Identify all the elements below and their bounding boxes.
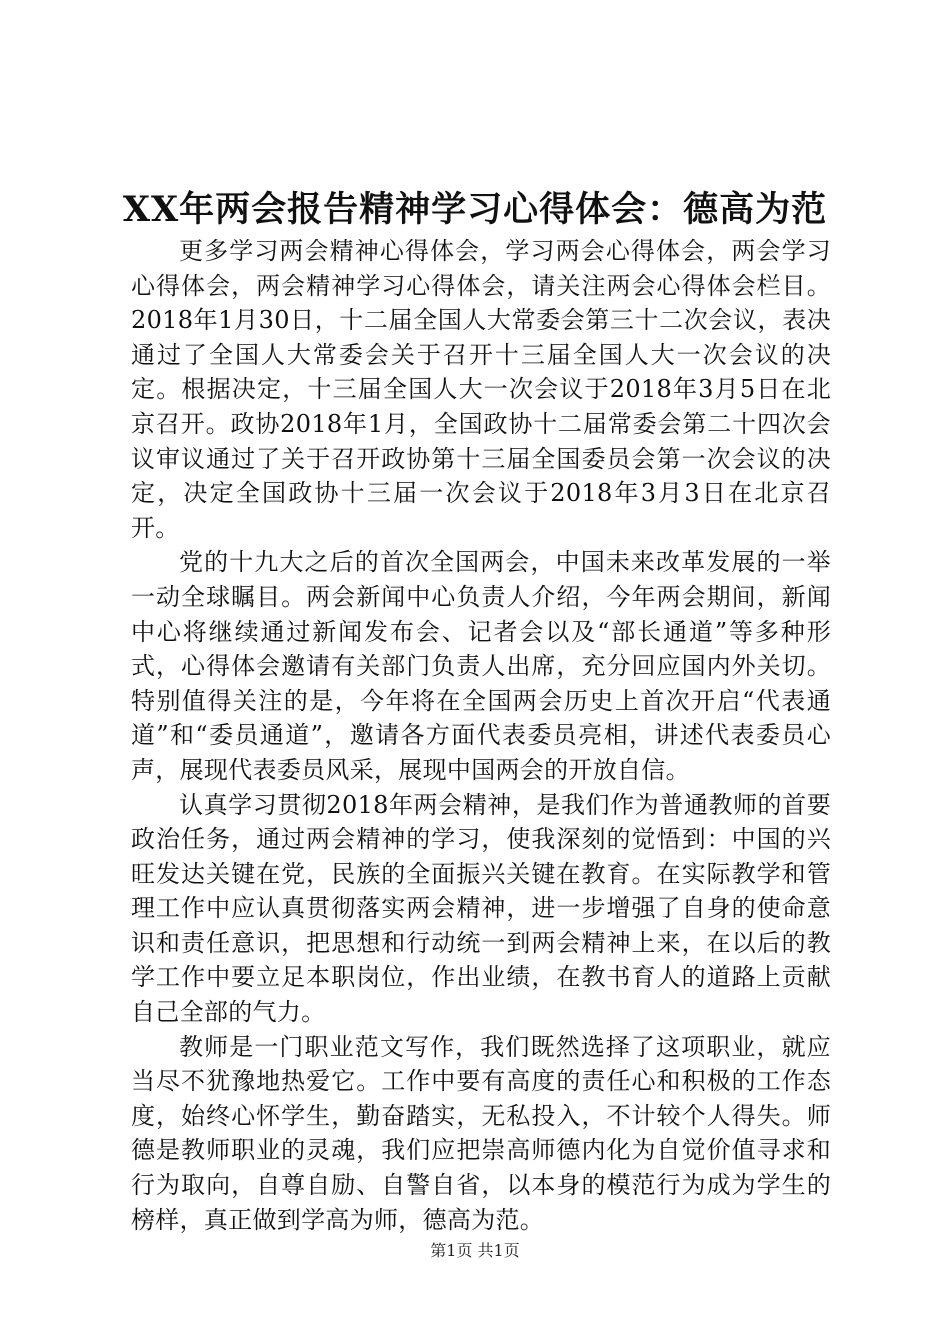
document-title: XX年两会报告精神学习心得体会：德高为范 <box>122 189 828 230</box>
paragraph-4: 教师是一门职业范文写作，我们既然选择了这项职业，就应当尽不犹豫地热爱它。工作中要有高度的责任心和积极的工作态度，始终心怀学生，勤奋踏实，无私投入，不计较个人得失。师德是教师职业的灵魂，我们应把崇高师德内化为自觉价值寻求和行为取向，自尊自励、自警自省，以本身的模范行为成为学生的榜样，真正做到学高为师，德高为范。 <box>131 1032 831 1234</box>
document-body <box>131 234 831 1237</box>
paragraph-2: 党的十九大之后的首次全国两会，中国未来改革发展的一举一动全球瞩目。两会新闻中心负责人介绍，今年两会期间，新闻中心将继续通过新闻发布会、记者会以及“部长通道”等多种形式，心得体会邀请有关部门负责人出席，充分回应国内外关切。特别值得关注的是，今年将在全国两会历史上首次开启“代表通道”和“委员通道”，邀请各方面代表委员亮相，讲述代表委员心声，展现代表委员风采，展现中国两会的开放自信。 <box>131 548 831 784</box>
page-footer: 第1页 共1页 <box>430 1241 520 1260</box>
paragraph-3: 认真学习贯彻2018年两会精神，是我们作为普通教师的首要政治任务，通过两会精神的学习，使我深刻的觉悟到：中国的兴旺发达关键在党，民族的全面振兴关键在教育。在实际教学和管理工作中应认真贯彻落实两会精神，进一步增强了自身的使命意识和责任意识，把思想和行动统一到两会精神上来，在以后的教学工作中要立足本职岗位，作出业绩，在教书育人的道路上贡献自己全部的气力。 <box>131 790 831 1027</box>
paragraph-1: 更多学习两会精神心得体会，学习两会心得体会，两会学习心得体会，两会精神学习心得体会，请关注两会心得体会栏目。2018年1月30日，十二届全国人大常委会第三十二次会议，表决通过了全国人大常委会关于召开十三届全国人大一次会议的决定。根据决定，十三届全国人大一次会议于2018年3月5日在北京召开。政协2018年1月，全国政协十二届常委会第二十四次会议审议通过了关于召开政协第十三届全国委员会第一次会议的决定，决定全国政协十三届一次会议于2018年3月3日在北京召开。 <box>131 237 831 542</box>
